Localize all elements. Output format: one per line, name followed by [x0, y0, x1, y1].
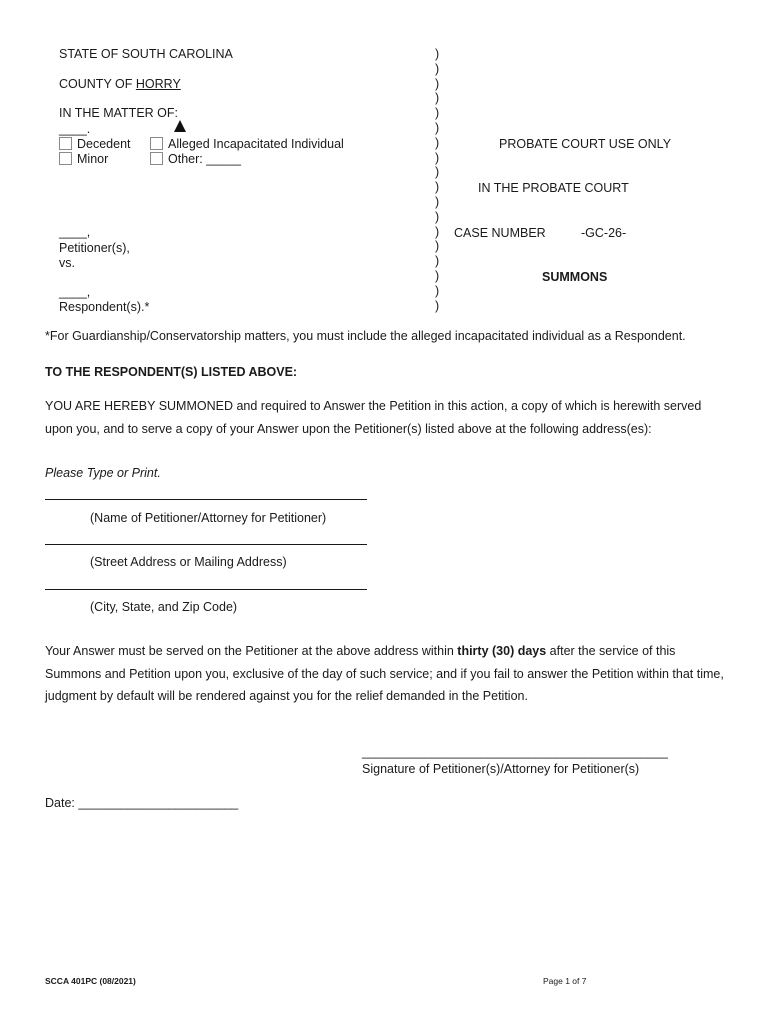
other-checkbox[interactable] [150, 152, 163, 165]
form-title: SUMMONS [542, 270, 608, 284]
form-code: SCCA 401PC (08/2021) [45, 976, 136, 986]
date-field[interactable]: _______________________ [78, 796, 239, 810]
street-address-line[interactable] [45, 544, 367, 545]
minor-label: Minor [77, 152, 109, 166]
state-heading: STATE OF SOUTH CAROLINA [59, 47, 233, 61]
page-number: Page 1 of 7 [543, 976, 587, 986]
vs-label: vs. [59, 256, 75, 270]
petitioner-name-line[interactable] [45, 499, 367, 500]
to-respondents-heading: TO THE RESPONDENT(S) LISTED ABOVE: [45, 365, 298, 379]
court-name: IN THE PROBATE COURT [478, 181, 629, 195]
county-prefix: COUNTY OF [59, 77, 136, 91]
signature-line[interactable]: ____________________________________________ [362, 745, 668, 759]
county-name: HORRY [135, 77, 181, 91]
answer-paragraph [45, 640, 725, 708]
date-row [45, 796, 238, 810]
case-number-field[interactable]: -GC-26- [581, 226, 627, 240]
matter-name-field[interactable]: ____. [59, 122, 91, 136]
alleged-incapacitated-label: Alleged Incapacitated Individual [168, 137, 344, 151]
minor-checkbox[interactable] [59, 152, 72, 165]
other-label [168, 152, 241, 166]
date-label: Date: [45, 796, 79, 810]
street-caption: (Street Address or Mailing Address) [90, 555, 287, 569]
caption-divider: ) ) ) ) ) ) ) ) ) ) ) ) ) ) ) ) ) ) [435, 47, 440, 313]
case-number-label: CASE NUMBER [454, 226, 546, 240]
cursor-arrow-icon [174, 120, 186, 132]
respondent-label: Respondent(s).* [59, 300, 150, 314]
decedent-label: Decedent [77, 137, 131, 151]
answer-text-2: after the service of this Summons and Petition upon you, exclusive of the day of such service; and if you fail to answer the Petition within that time, judgment by default will be rendered against you for the relief demanded in the Petition. [45, 644, 724, 703]
petitioner-label: Petitioner(s), [59, 241, 130, 255]
county-line [59, 77, 181, 91]
answer-text-1: Your Answer must be served on the Petitioner at the above address within [45, 644, 458, 658]
petitioner-name-field[interactable]: ____, [59, 225, 91, 239]
summons-paragraph: YOU ARE HEREBY SUMMONED and required to Answer the Petition in this action, a copy of which is herewith served upon you, and to serve a copy of your Answer upon the Petitioner(s) listed above at the following address(es): [45, 399, 702, 436]
please-type-note: Please Type or Print. [45, 466, 161, 480]
guardianship-footnote: *For Guardianship/Conservatorship matters, you must include the alleged incapacitated individual as a Respondent. [45, 329, 686, 343]
respondent-name-field[interactable]: ____, [59, 285, 91, 299]
city-caption: (City, State, and Zip Code) [90, 600, 238, 614]
other-field[interactable]: _____ [206, 152, 241, 166]
decedent-checkbox[interactable] [59, 137, 72, 150]
probate-court-use-only: PROBATE COURT USE ONLY [499, 137, 672, 151]
other-label-text: Other: [168, 152, 203, 166]
city-state-zip-line[interactable] [45, 589, 367, 590]
answer-deadline: thirty (30) days [457, 644, 547, 658]
alleged-incapacitated-checkbox[interactable] [150, 137, 163, 150]
matter-of-label: IN THE MATTER OF: [59, 106, 178, 120]
signature-caption: Signature of Petitioner(s)/Attorney for Petitioner(s) [362, 762, 640, 776]
name-caption: (Name of Petitioner/Attorney for Petitioner) [90, 511, 327, 525]
